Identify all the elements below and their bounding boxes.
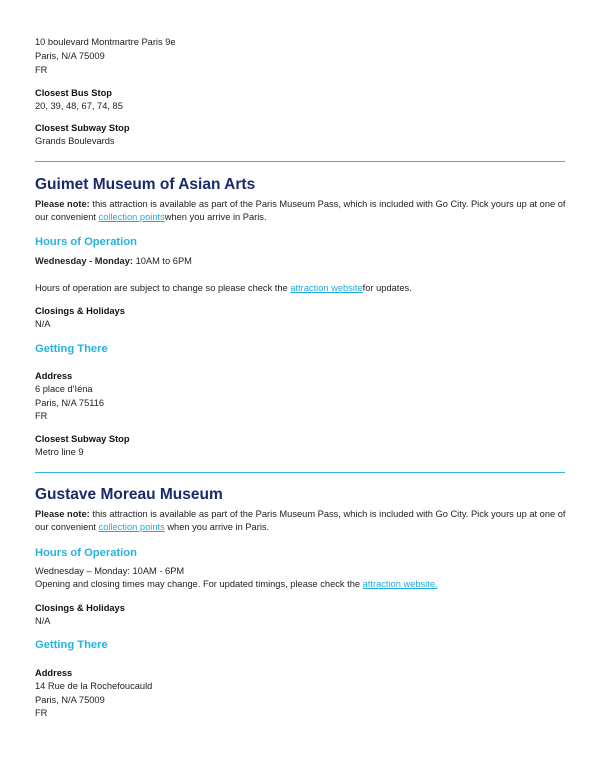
hours-heading: Hours of Operation — [35, 236, 137, 248]
note-line-2 — [35, 211, 267, 224]
address-line-1: 6 place d'Iéna — [35, 384, 93, 394]
address-line-2: Paris, N/A 75116 — [35, 398, 105, 408]
note-text: this attraction is available as part of the Paris Museum Pass, which is included with Go City. Pick yours up at one of — [89, 509, 566, 519]
note-label: Please note: — [35, 199, 90, 209]
section-divider — [35, 472, 565, 473]
address-line-3: FR — [35, 708, 48, 718]
attraction-website-link[interactable]: attraction website — [290, 283, 363, 293]
collection-points-link[interactable]: collection points — [98, 522, 165, 532]
subway-stop-heading: Closest Subway Stop — [35, 123, 130, 133]
note-text-suffix: when you arrive in Paris. — [164, 212, 267, 222]
bus-stop-heading: Closest Bus Stop — [35, 88, 112, 98]
closings-value: N/A — [35, 319, 51, 329]
address-line-3: FR — [35, 65, 48, 75]
subway-stop-heading: Closest Subway Stop — [35, 434, 130, 444]
note-line-1 — [35, 508, 566, 521]
hours-label: Wednesday - Monday: — [35, 256, 133, 266]
note-text-prefix: our convenient — [35, 522, 99, 532]
note-line-2 — [35, 521, 269, 534]
address-line-2: Paris, N/A 75009 — [35, 695, 105, 705]
address-heading: Address — [35, 668, 73, 678]
address-line-3: FR — [35, 411, 48, 421]
note-text: this attraction is available as part of the Paris Museum Pass, which is included with Go City. Pick yours up at one of — [89, 199, 566, 209]
address-line-2: Paris, N/A 75009 — [35, 51, 105, 61]
note-text-suffix: when you arrive in Paris. — [164, 522, 270, 532]
hours-note-suffix: for updates. — [362, 283, 412, 293]
address-line-1: 14 Rue de la Rochefoucauld — [35, 681, 153, 691]
hours-note-prefix: Opening and closing times may change. For updated timings, please check the — [35, 579, 363, 589]
hours-note — [35, 578, 438, 591]
attraction-website-link[interactable]: attraction website. — [362, 579, 438, 589]
note-text-prefix: our convenient — [35, 212, 99, 222]
hours-note-prefix: Hours of operation are subject to change so please check the — [35, 283, 291, 293]
getting-there-heading: Getting There — [35, 639, 108, 651]
hours-note — [35, 282, 412, 295]
address-line-1: 10 boulevard Montmartre Paris 9e — [35, 37, 176, 47]
address-heading: Address — [35, 371, 73, 381]
hours-line — [35, 255, 192, 268]
note-line-1 — [35, 198, 566, 211]
section-title: Guimet Museum of Asian Arts — [35, 176, 256, 193]
closings-heading: Closings & Holidays — [35, 306, 125, 316]
subway-stop-value: Metro line 9 — [35, 447, 84, 457]
getting-there-heading: Getting There — [35, 343, 108, 355]
section-title: Gustave Moreau Museum — [35, 486, 223, 503]
closings-value: N/A — [35, 616, 51, 626]
hours-value: 10AM to 6PM — [132, 256, 192, 266]
hours-line: Wednesday – Monday: 10AM - 6PM — [35, 566, 185, 576]
hours-heading: Hours of Operation — [35, 547, 137, 559]
note-label: Please note: — [35, 509, 90, 519]
section-divider — [35, 161, 565, 162]
closings-heading: Closings & Holidays — [35, 603, 125, 613]
subway-stop-value: Grands Boulevards — [35, 136, 115, 146]
collection-points-link[interactable]: collection points — [98, 212, 165, 222]
bus-stop-value: 20, 39, 48, 67, 74, 85 — [35, 101, 123, 111]
